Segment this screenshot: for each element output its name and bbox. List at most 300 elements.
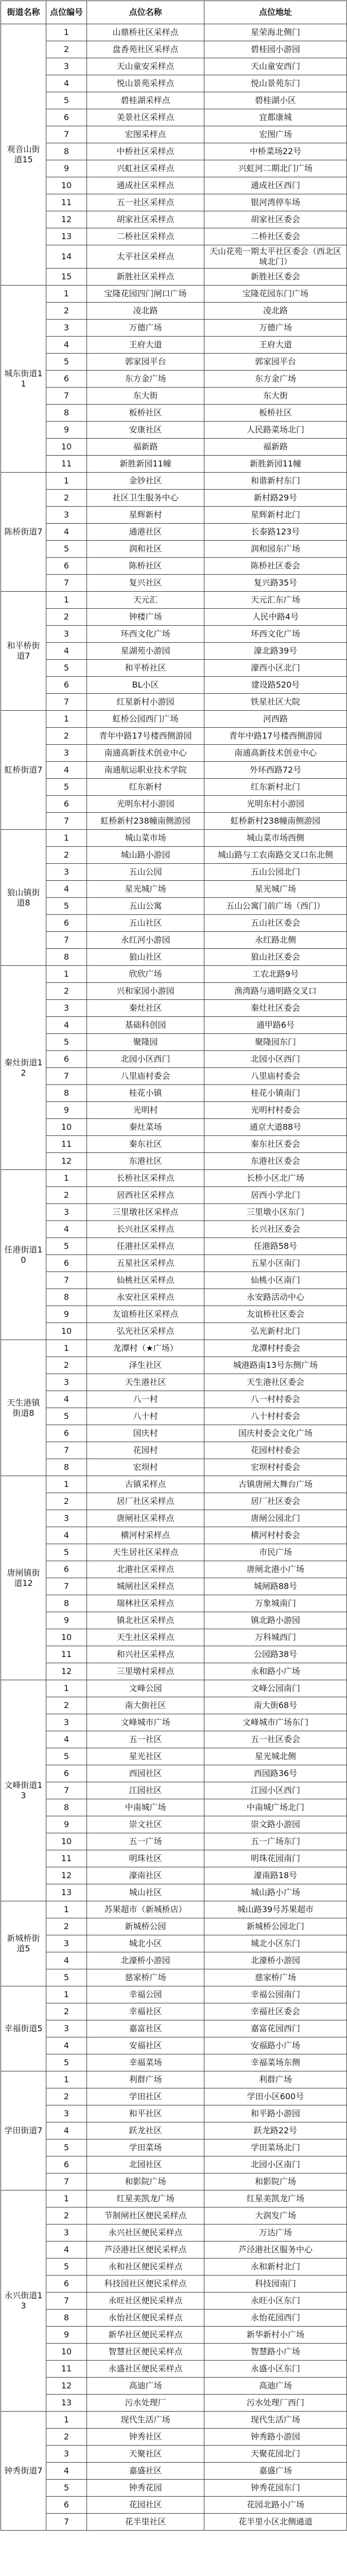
table-row [1,1612,347,1629]
point-address-cell: 八里庙村委会 [204,1068,347,1085]
point-name-cell: 和平社区 [87,2105,204,2122]
point-address-cell: 河西路 [204,711,347,728]
point-address-cell: 天聚花园北门 [204,2446,347,2463]
point-name-cell: 板桥社区 [87,405,204,422]
point-number-cell: 6 [46,915,87,932]
point-number-cell: 7 [46,1068,87,1085]
point-number-cell: 5 [46,1408,87,1425]
point-address-cell: 通京大道88号 [204,1119,347,1136]
point-number-cell: 9 [46,1612,87,1629]
point-name-cell: 宝隆花园四门闸口广场 [87,286,204,303]
point-number-cell: 10 [46,177,87,194]
table-row [1,1765,347,1782]
point-number-cell: 9 [46,422,87,439]
point-name-cell: 五山社区 [87,915,204,932]
point-address-cell: 聚隆园东门 [204,1034,347,1051]
point-name-cell: 横河村采样点 [87,1527,204,1544]
point-name-cell: 新城桥公园 [87,1918,204,1935]
point-address-cell: 江园小区西门 [204,1782,347,1799]
point-number-cell: 8 [46,1595,87,1612]
point-address-cell: 桂花小镇南门 [204,1085,347,1102]
point-address-cell: 长兴社区委会 [204,1221,347,1238]
point-name-cell: 长兴社区采样点 [87,1221,204,1238]
point-number-cell: 12 [46,2378,87,2395]
point-name-cell: 学田社区 [87,2088,204,2105]
point-name-cell: 光明村 [87,1102,204,1119]
point-number-cell: 11 [46,456,87,473]
point-address-cell: 和谐新村东门 [204,473,347,490]
point-address-cell: 跃龙路22号 [204,2122,347,2139]
point-name-cell: 长桥社区采样点 [87,1170,204,1187]
point-number-cell: 3 [46,320,87,337]
table-row [1,2480,347,2497]
point-address-cell: 五一广场东门 [204,1833,347,1850]
point-name-cell: 弘光社区采样点 [87,1323,204,1340]
table-row [1,660,347,677]
point-number-cell: 13 [46,228,87,245]
table-row [1,541,347,558]
table-row [1,2497,347,2514]
table-row [1,2429,347,2446]
point-name-cell: 北港社区采样点 [87,1561,204,1578]
point-name-cell: 美景社区采样点 [87,109,204,126]
point-number-cell: 8 [46,1289,87,1306]
point-number-cell: 2 [46,847,87,864]
point-address-cell: 八十村村委会 [204,1408,347,1425]
table-row [1,1527,347,1544]
point-number-cell: 5 [46,2259,87,2276]
point-number-cell: 1 [46,2071,87,2088]
table-row [1,1850,347,1867]
point-number-cell: 2 [46,1697,87,1714]
table-row [1,847,347,864]
table-row [1,405,347,422]
point-number-cell: 6 [46,1255,87,1272]
point-address-cell: 居西小学北门 [204,1187,347,1204]
table-row [1,1816,347,1833]
point-name-cell: 社区卫生服务中心 [87,490,204,507]
point-address-cell: 银河湾停车场 [204,194,347,211]
street-name-cell: 天生港镇街道8 [1,1340,46,1476]
point-name-cell: 虹桥公园西门广场 [87,711,204,728]
table-row [1,473,347,490]
point-number-cell: 8 [46,949,87,966]
point-number-cell: 10 [46,439,87,456]
point-number-cell: 4 [46,2463,87,2480]
point-address-cell: 工农北路9号 [204,966,347,983]
point-number-cell: 7 [46,1782,87,1799]
point-address-cell: 通甲路6号 [204,1017,347,1034]
table-row [1,1374,347,1391]
point-number-cell: 6 [46,2497,87,2514]
table-row [1,1459,347,1476]
point-number-cell: 7 [46,1272,87,1289]
table-row [1,1680,347,1697]
point-number-cell: 7 [46,2293,87,2310]
point-number-cell: 5 [46,1544,87,1561]
point-name-cell: 兴和家园小游园 [87,983,204,1000]
street-name-cell: 虹桥街道7 [1,711,46,830]
point-name-cell: 桂花小镇 [87,1085,204,1102]
point-number-cell: 2 [46,1918,87,1935]
point-name-cell: 新胜社区采样点 [87,269,204,286]
table-row [1,1918,347,1935]
table-row [1,2395,347,2412]
point-number-cell: 6 [46,1051,87,1068]
street-name-cell: 陈桥街道7 [1,473,46,592]
point-number-cell: 1 [46,2190,87,2207]
point-address-cell: 中桥菜场22号 [204,143,347,160]
point-number-cell: 4 [46,337,87,354]
point-name-cell: 宏图采样点 [87,126,204,143]
table-row [1,2105,347,2122]
table-row [1,439,347,456]
point-name-cell: 钟楼广场 [87,609,204,626]
point-number-cell: 6 [46,558,87,575]
table-row [1,41,347,58]
point-address-cell: 光明东村小游园 [204,796,347,813]
table-row [1,1255,347,1272]
point-name-cell: 幸福社区 [87,2003,204,2020]
point-number-cell: 2 [46,490,87,507]
point-number-cell: 2 [46,2003,87,2020]
point-number-cell: 12 [46,1867,87,1884]
point-number-cell: 8 [46,1799,87,1816]
point-number-cell: 8 [46,143,87,160]
table-row [1,592,347,609]
table-row [1,762,347,779]
point-address-cell: 碧桂湖小区 [204,92,347,109]
point-address-cell: 花园村村委会 [204,1442,347,1459]
point-name-cell: 钟秀花园 [87,2480,204,2497]
point-address-cell: 北园小区西门 [204,1051,347,1068]
point-name-cell: 高迪广场 [87,2378,204,2395]
point-number-cell: 10 [46,2344,87,2361]
point-address-cell: 宝隆花园东门广场 [204,286,347,303]
point-name-cell: 红东新村 [87,779,204,796]
point-address-cell: 幸福菜场东侧 [204,2054,347,2071]
point-address-cell: 新胜新园11幢 [204,456,347,473]
point-address-cell: 宏图广场 [204,126,347,143]
point-address-cell: 郭家园平台 [204,354,347,371]
point-number-cell: 10 [46,1629,87,1646]
point-name-cell: 幸福公园 [87,1986,204,2003]
point-address-cell: 星光城广场 [204,881,347,898]
point-address-cell: 幸福公园南门 [204,1986,347,2003]
street-name-cell: 新城桥街道5 [1,1901,46,1986]
street-name-cell: 钟秀街道7 [1,2412,46,2531]
point-address-cell: 唐闸公园北门 [204,1510,347,1527]
point-number-cell: 4 [46,1527,87,1544]
point-address-cell: 东方金广场 [204,371,347,388]
point-number-cell: 5 [46,898,87,915]
point-name-cell: 明珠社区 [87,1850,204,1867]
point-name-cell: 碧桂湖采样点 [87,92,204,109]
point-number-cell: 12 [46,1663,87,1680]
point-name-cell: 盘香苑社区采样点 [87,41,204,58]
point-address-cell: 大润发广场 [204,2207,347,2224]
point-number-cell: 3 [46,1510,87,1527]
point-number-cell: 8 [46,405,87,422]
table-row [1,626,347,643]
point-address-cell: 三里墩小区东门 [204,1204,347,1221]
point-number-cell: 7 [46,1578,87,1595]
point-number-cell: 3 [46,1374,87,1391]
header-point-name: 点位名称 [87,1,204,24]
point-name-cell: 天元汇 [87,592,204,609]
table-row [1,1034,347,1051]
point-number-cell: 2 [46,1493,87,1510]
point-address-cell: 科技园南门 [204,2276,347,2293]
table-row [1,58,347,75]
point-address-cell: 五山公园北门 [204,864,347,881]
point-name-cell: 永旺社区便民采样点 [87,2293,204,2310]
point-number-cell: 4 [46,1221,87,1238]
point-name-cell: 八一村 [87,1391,204,1408]
table-row [1,1833,347,1850]
header-street-name: 街道名称 [1,1,46,24]
point-number-cell: 6 [46,2276,87,2293]
point-name-cell: 节制闸社区便民采样点 [87,2207,204,2224]
point-name-cell: 王府大道 [87,337,204,354]
table-row [1,1068,347,1085]
table-row [1,1017,347,1034]
point-address-cell: 永和新村北门 [204,2259,347,2276]
point-name-cell: 西园社区 [87,1765,204,1782]
point-address-cell: 宏坝村村委会 [204,1459,347,1476]
point-address-cell: 钟秀花园东门 [204,2480,347,2497]
point-address-cell: 通成社区西门 [204,177,347,194]
point-number-cell: 4 [46,1017,87,1034]
point-name-cell: 狼山社区 [87,949,204,966]
table-row [1,456,347,473]
point-address-cell: 龙潭村村委会 [204,1340,347,1357]
point-number-cell: 5 [46,1969,87,1986]
table-row [1,1102,347,1119]
point-name-cell: 苏果超市（新城桥店） [87,1901,204,1918]
table-row [1,915,347,932]
street-name-cell: 和平桥街道7 [1,592,46,711]
point-number-cell: 9 [46,1816,87,1833]
street-name-cell: 学田街道7 [1,2071,46,2190]
point-address-cell: 二桥社区委会 [204,228,347,245]
header-point-number: 点位编号 [46,1,87,24]
point-number-cell: 5 [46,2139,87,2156]
point-number-cell: 1 [46,473,87,490]
point-address-cell: 悦山景苑东门 [204,75,347,92]
point-name-cell: 天聚社区 [87,2446,204,2463]
street-name-cell: 观音山街道15 [1,24,46,286]
table-row [1,932,347,949]
point-number-cell: 1 [46,592,87,609]
point-number-cell: 5 [46,2054,87,2071]
point-number-cell: 10 [46,1323,87,1340]
table-row [1,2446,347,2463]
point-name-cell: 古镇采样点 [87,1476,204,1493]
point-address-cell: 学田菜场北门 [204,2139,347,2156]
point-name-cell: 润和社区 [87,541,204,558]
point-name-cell: 永怡社区便民采样点 [87,2310,204,2327]
point-number-cell: 5 [46,1748,87,1765]
point-name-cell: 花半里社区 [87,2514,204,2531]
point-address-cell: 国庆村委会文化广场 [204,1425,347,1442]
point-number-cell: 5 [46,2480,87,2497]
point-address-cell: 天生港社区委会 [204,1374,347,1391]
table-row [1,1425,347,1442]
table-row [1,2190,347,2207]
point-address-cell: 城山路与工农南路交叉口东北侧 [204,847,347,864]
point-number-cell: 7 [46,932,87,949]
point-address-cell: 星辉新村北门 [204,507,347,524]
table-row [1,1782,347,1799]
table-row [1,898,347,915]
point-address-cell: 人民中路4号 [204,609,347,626]
table-row [1,160,347,177]
point-name-cell: 和兴社区采样点 [87,1646,204,1663]
point-name-cell: 欣欣广场 [87,966,204,983]
table-row [1,1646,347,1663]
point-number-cell: 5 [46,1034,87,1051]
point-name-cell: 五山公园 [87,864,204,881]
point-address-cell: 嘉富花园西门 [204,2020,347,2037]
table-row [1,1306,347,1323]
point-number-cell: 5 [46,779,87,796]
table-row [1,1119,347,1136]
point-name-cell: 城山社区 [87,1884,204,1901]
table-row [1,269,347,286]
table-row [1,1731,347,1748]
point-number-cell: 4 [46,2037,87,2054]
point-address-cell: 永怡花园西门 [204,2310,347,2327]
table-row [1,2259,347,2276]
point-name-cell: 北濠桥小游园 [87,1952,204,1969]
table-row [1,109,347,126]
point-name-cell: 北园社区 [87,2156,204,2173]
point-address-cell: 和平路小游园 [204,2105,347,2122]
point-name-cell: 城闸社区采样点 [87,1578,204,1595]
point-number-cell: 4 [46,1391,87,1408]
point-name-cell: 太平社区采样点 [87,245,204,269]
point-address-cell: 城山菜市场西侧 [204,830,347,847]
point-name-cell: 兴虹社区采样点 [87,160,204,177]
point-name-cell: 秦灶菜场 [87,1119,204,1136]
point-address-cell: 唐闸北港小广场 [204,1561,347,1578]
point-number-cell: 1 [46,711,87,728]
street-name-cell: 文峰街道13 [1,1680,46,1901]
point-address-cell: 钟秀路小游园 [204,2429,347,2446]
point-name-cell: 东港社区 [87,1153,204,1170]
street-name-cell: 任港街道10 [1,1170,46,1340]
point-name-cell: 秦东社区 [87,1136,204,1153]
table-row [1,524,347,541]
street-name-cell: 狼山镇街道8 [1,830,46,966]
point-number-cell: 13 [46,1884,87,1901]
table-row [1,2122,347,2139]
point-address-cell: 长泰路123号 [204,524,347,541]
point-address-cell: 星荣海北侧门 [204,24,347,41]
point-name-cell: 东大街 [87,388,204,405]
point-number-cell: 3 [46,2446,87,2463]
point-number-cell: 2 [46,41,87,58]
table-row [1,1544,347,1561]
point-address-cell: 万象城南门 [204,1595,347,1612]
point-address-cell: 城港路南13号东侧广场 [204,1357,347,1374]
table-row [1,2071,347,2088]
table-row [1,1510,347,1527]
point-number-cell: 1 [46,24,87,41]
point-address-cell: 星光城北侧 [204,1748,347,1765]
point-name-cell: 文峰城市广场 [87,1714,204,1731]
point-name-cell: 五星社区采样点 [87,1255,204,1272]
point-address-cell: 南通高新技术创业中心 [204,745,347,762]
point-address-cell: 福新路 [204,439,347,456]
table-row [1,1663,347,1680]
point-name-cell: 濠南社区 [87,1867,204,1884]
point-address-cell: 胡家社区委会 [204,211,347,228]
point-address-cell: 凌北路 [204,303,347,320]
table-row [1,1272,347,1289]
point-name-cell: 天生居社区采样点 [87,1544,204,1561]
table-row [1,1595,347,1612]
point-number-cell: 2 [46,303,87,320]
table-row [1,1629,347,1646]
table-row [1,177,347,194]
point-number-cell: 9 [46,160,87,177]
point-name-cell: 三里墩社区采样点 [87,1204,204,1221]
point-number-cell: 14 [46,245,87,269]
point-name-cell: 五山公寓 [87,898,204,915]
point-name-cell: 跃龙社区 [87,2122,204,2139]
point-address-cell: 铁星社区大院 [204,694,347,711]
table-row [1,143,347,160]
table-row [1,575,347,592]
point-address-cell: 芦泾港社区服务中心 [204,2242,347,2259]
point-number-cell: 4 [46,75,87,92]
point-number-cell: 11 [46,1646,87,1663]
point-address-cell: 五星小区南门 [204,1255,347,1272]
point-address-cell: 北濠桥小游园 [204,1952,347,1969]
street-name-cell: 城东街道11 [1,286,46,473]
table-row [1,490,347,507]
table-row [1,1799,347,1816]
point-number-cell: 11 [46,1850,87,1867]
point-address-cell: 濠南路18号 [204,1867,347,1884]
table-row [1,728,347,745]
point-address-cell: 居厂社区委会 [204,1493,347,1510]
table-row [1,2361,347,2378]
table-row [1,1408,347,1425]
point-number-cell: 12 [46,211,87,228]
point-address-cell: 红东新村北门 [204,779,347,796]
point-number-cell: 10 [46,1833,87,1850]
table-row [1,2156,347,2173]
point-number-cell: 3 [46,1935,87,1952]
point-name-cell: 南通航运职业技术学院 [87,762,204,779]
table-row [1,194,347,211]
table-row [1,1714,347,1731]
point-name-cell: 星湖苑小游园 [87,643,204,660]
point-address-cell: 古镇唐闸大舞台广场 [204,1476,347,1493]
point-address-cell: 幸福社区委会 [204,2003,347,2020]
point-address-cell: 北园小区南门 [204,2156,347,2173]
table-row [1,2412,347,2429]
point-name-cell: 星光城广场 [87,881,204,898]
point-address-cell: 文峰城市广场东门 [204,1714,347,1731]
table-row [1,1204,347,1221]
point-number-cell: 2 [46,2429,87,2446]
table-row [1,2020,347,2037]
point-name-cell: 钟秀社区 [87,2429,204,2446]
